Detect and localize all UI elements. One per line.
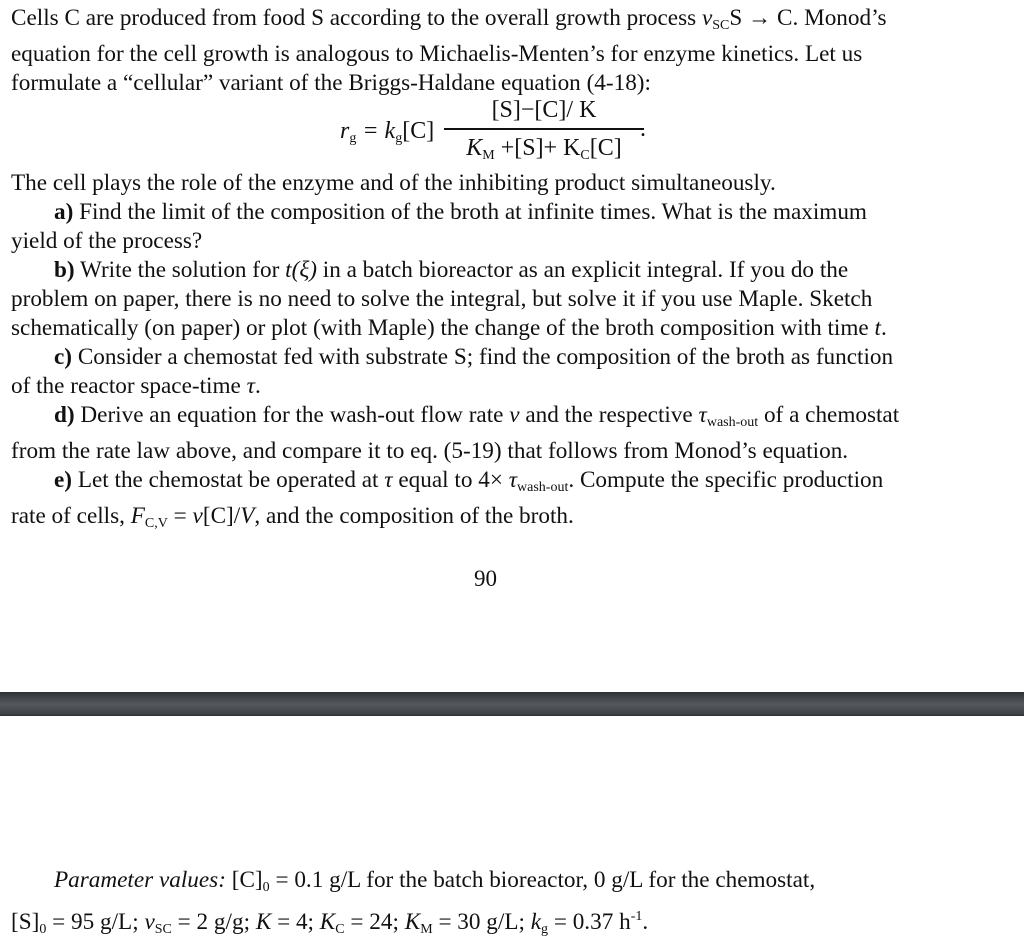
intro-line-2: equation for the cell growth is analogous to Michaelis-Menten’s for enzyme kinetics. Let us [11, 41, 863, 67]
intro-paragraph [11, 4, 963, 98]
part-b-line-3: schematically (on paper) or plot (with Maple) the change of the broth composition with time t. [11, 315, 887, 341]
part-c-line-1: c) Consider a chemostat fed with substrate S; find the composition of the broth as function [54, 344, 894, 370]
rate-equation [340, 94, 660, 174]
part-b-line-2: problem on paper, there is no need to solve the integral, but solve it if you use Maple. Sketch [11, 286, 873, 312]
fraction-bar [444, 128, 644, 130]
equation-fraction [444, 94, 644, 164]
equation-lhs: $r_g = k_g[C]$ [340, 118, 435, 146]
parameter-values [11, 866, 963, 944]
problem-parts [11, 169, 963, 538]
part-e-line-2: rate of cells, $F_{C,V} = v[C]/V$, and the composition of the broth. [11, 503, 574, 531]
equation-period: . [640, 116, 646, 142]
intro-line-3: formulate a “cellular” variant of the Briggs-Haldane equation (4-18): [11, 70, 651, 96]
statement: The cell plays the role of the enzyme and of the inhibiting product simultaneously. [11, 170, 776, 196]
equation-numerator: [S]−[C]/ K [491, 97, 597, 123]
part-e-line-1: e) Let the chemostat be operated at τ equal to $4\times \tau_{wash-out}$. Compute the specific production [54, 467, 884, 495]
part-b-line-1: b) Write the solution for t(ξ) in a batch bioreactor as an explicit integral. If you do the [54, 257, 849, 283]
part-c-line-2: of the reactor space-time τ. [11, 373, 261, 399]
part-a-line-2: yield of the process? [11, 228, 203, 254]
params-line-2: $[S]_0 = 95$ g/L; $\nu_{SC} = 2$ g/g; K = 4; $K_C = 24$; $K_M = 30$ g/L; $k_g = 0.37$ $h^{-1}$. [11, 909, 649, 937]
page-separator [0, 692, 1024, 716]
page-number: 90 [474, 566, 497, 591]
part-d-line-1: d) Derive an equation for the wash-out flow rate v and the respective $\tau_{wash-out}$ of a chemostat [54, 402, 900, 430]
equation-denominator: $K_M +[S]+ K_C[C]$ [466, 134, 622, 163]
params-line-1: Parameter values: $[C]_0 = 0.1$ g/L for the batch bioreactor, 0 g/L for the chemostat, [54, 867, 816, 895]
part-d-line-2: from the rate law above, and compare it to eq. (5-19) that follows from Monod’s equation. [11, 438, 849, 464]
intro-line-1: Cells C are produced from food S according to the overall growth process $\nu_{SC}S \to C$. Monod’s [11, 5, 887, 33]
part-a-line-1: a) Find the limit of the composition of the broth at infinite times. What is the maximum [54, 199, 867, 225]
